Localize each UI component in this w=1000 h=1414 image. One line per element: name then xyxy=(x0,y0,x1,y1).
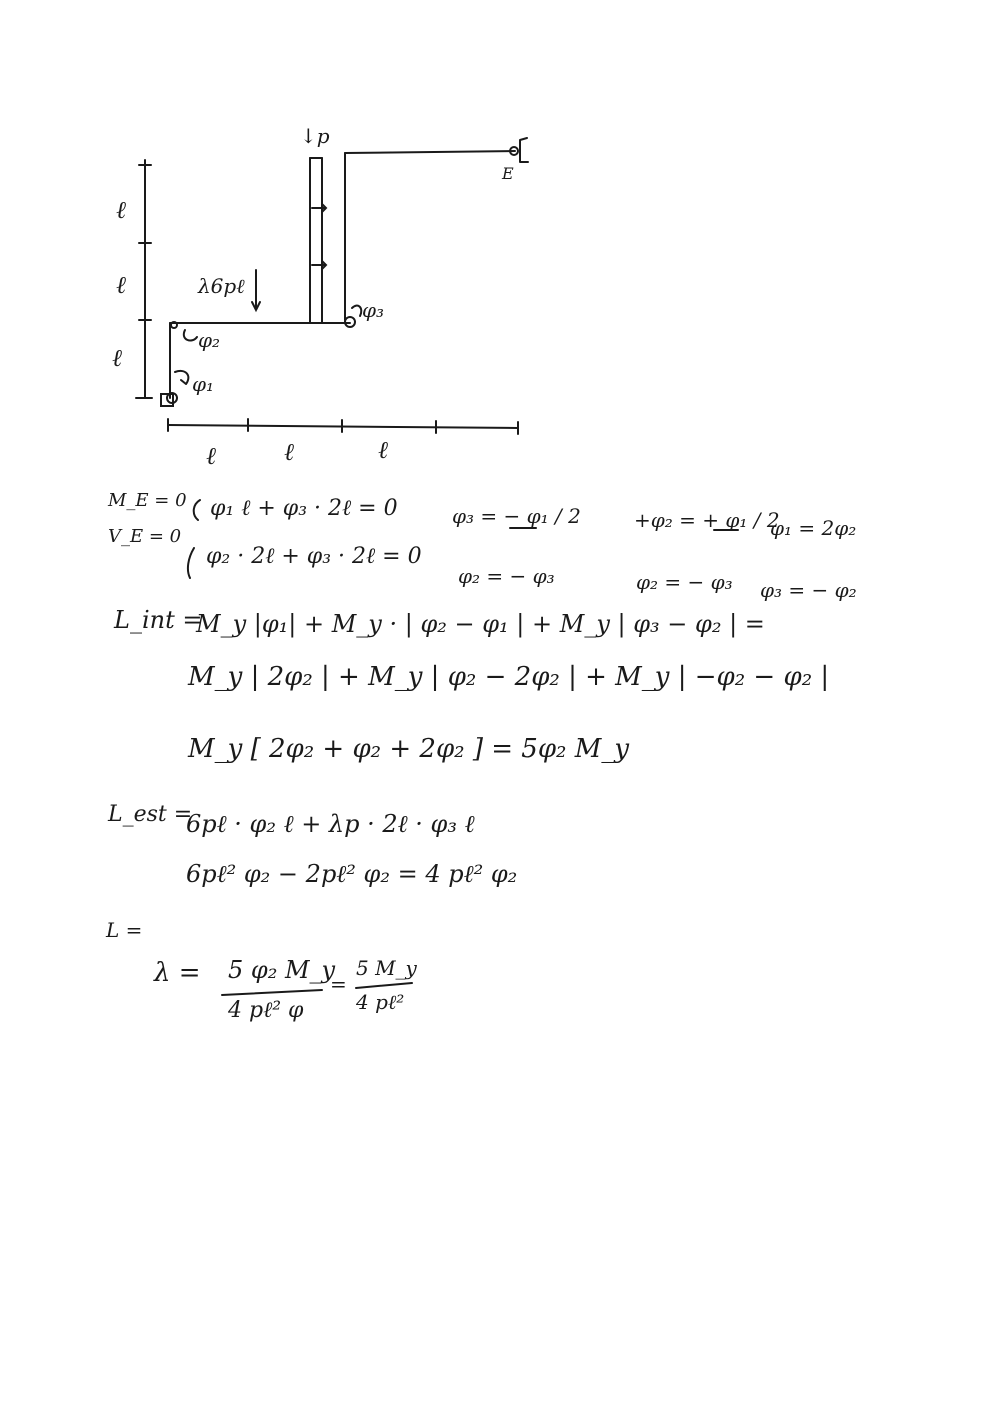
system-equation-1: φ₁ ℓ + φ₃ · 2ℓ = 0 xyxy=(210,496,398,521)
dimension-label: ℓ xyxy=(378,436,388,464)
fraction-bar xyxy=(222,990,322,995)
lint-label: L_int = xyxy=(114,606,203,634)
lest-line-1: 6pℓ · φ₂ ℓ + λp · 2ℓ · φ₃ ℓ xyxy=(186,810,475,838)
lint-line-1: M_y |φ₁| + M_y · | φ₂ − φ₁ | + M_y | φ₃ − φ₂ | = xyxy=(196,610,765,638)
lest-line-2: 6pℓ² φ₂ − 2pℓ² φ₂ = 4 pℓ² φ₂ xyxy=(186,860,518,888)
system-equation-2: φ₂ · 2ℓ + φ₃ · 2ℓ = 0 xyxy=(206,544,422,569)
solution-b4: φ₃ = − φ₂ xyxy=(760,578,857,602)
condition-shear: V_E = 0 xyxy=(108,526,182,547)
condition-moment: M_E = 0 xyxy=(108,490,187,511)
lambda-numerator-1: 5 φ₂ M_y xyxy=(228,956,336,984)
lambda-denominator-1: 4 pℓ² φ xyxy=(228,998,304,1023)
lint-line-3: M_y [ 2φ₂ + φ₂ + 2φ₂ ] = 5φ₂ M_y xyxy=(188,734,630,764)
roller-support xyxy=(520,138,528,162)
rotation-arrow-phi1 xyxy=(175,371,188,384)
lest-label: L_est = xyxy=(108,802,193,827)
load-label-mid: λ6pℓ xyxy=(198,274,245,298)
dimension-label: ℓ xyxy=(116,196,126,224)
solution-a2: φ₂ = − φ₃ xyxy=(458,564,555,588)
solution-b2: φ₁ = 2φ₂ xyxy=(770,516,857,540)
final-label: L = xyxy=(106,918,143,942)
rotation-arrow-phi2 xyxy=(184,330,197,341)
fraction-bar xyxy=(356,983,412,988)
dimension-label: ℓ xyxy=(284,438,294,466)
dimension-label: ℓ xyxy=(116,271,126,299)
rotation-label-phi1: φ₁ xyxy=(192,372,215,396)
rotation-label-phi2: φ₂ xyxy=(198,328,221,352)
lambda-lhs: λ = xyxy=(154,958,201,988)
rotation-label-phi3: φ₃ xyxy=(362,298,385,322)
load-label-top: ↓p xyxy=(300,124,330,148)
system-brace xyxy=(188,500,200,578)
load-arrow xyxy=(312,261,326,269)
hinge-phi2 xyxy=(171,322,177,328)
lambda-numerator-2: 5 M_y xyxy=(356,956,417,980)
solution-b3: φ₂ = − φ₃ xyxy=(636,570,733,594)
frame-top-beam xyxy=(345,151,515,153)
lambda-denominator-2: 4 pℓ² xyxy=(356,990,405,1014)
solution-b1: +φ₂ = + φ₁ / 2 xyxy=(634,508,780,532)
lint-line-2: M_y | 2φ₂ | + M_y | φ₂ − 2φ₂ | + M_y | −φ₂ − φ₂ | xyxy=(188,662,830,692)
node-label-E: E xyxy=(502,164,514,183)
lambda-equals: = xyxy=(330,972,347,996)
load-arrow-mid xyxy=(252,270,260,310)
load-arrow xyxy=(312,204,326,212)
solution-a1: φ₃ = − φ₁ / 2 xyxy=(452,504,581,528)
rotation-arrow-phi3 xyxy=(352,306,361,316)
dimension-label: ℓ xyxy=(112,344,122,372)
dimension-label: ℓ xyxy=(206,442,216,470)
